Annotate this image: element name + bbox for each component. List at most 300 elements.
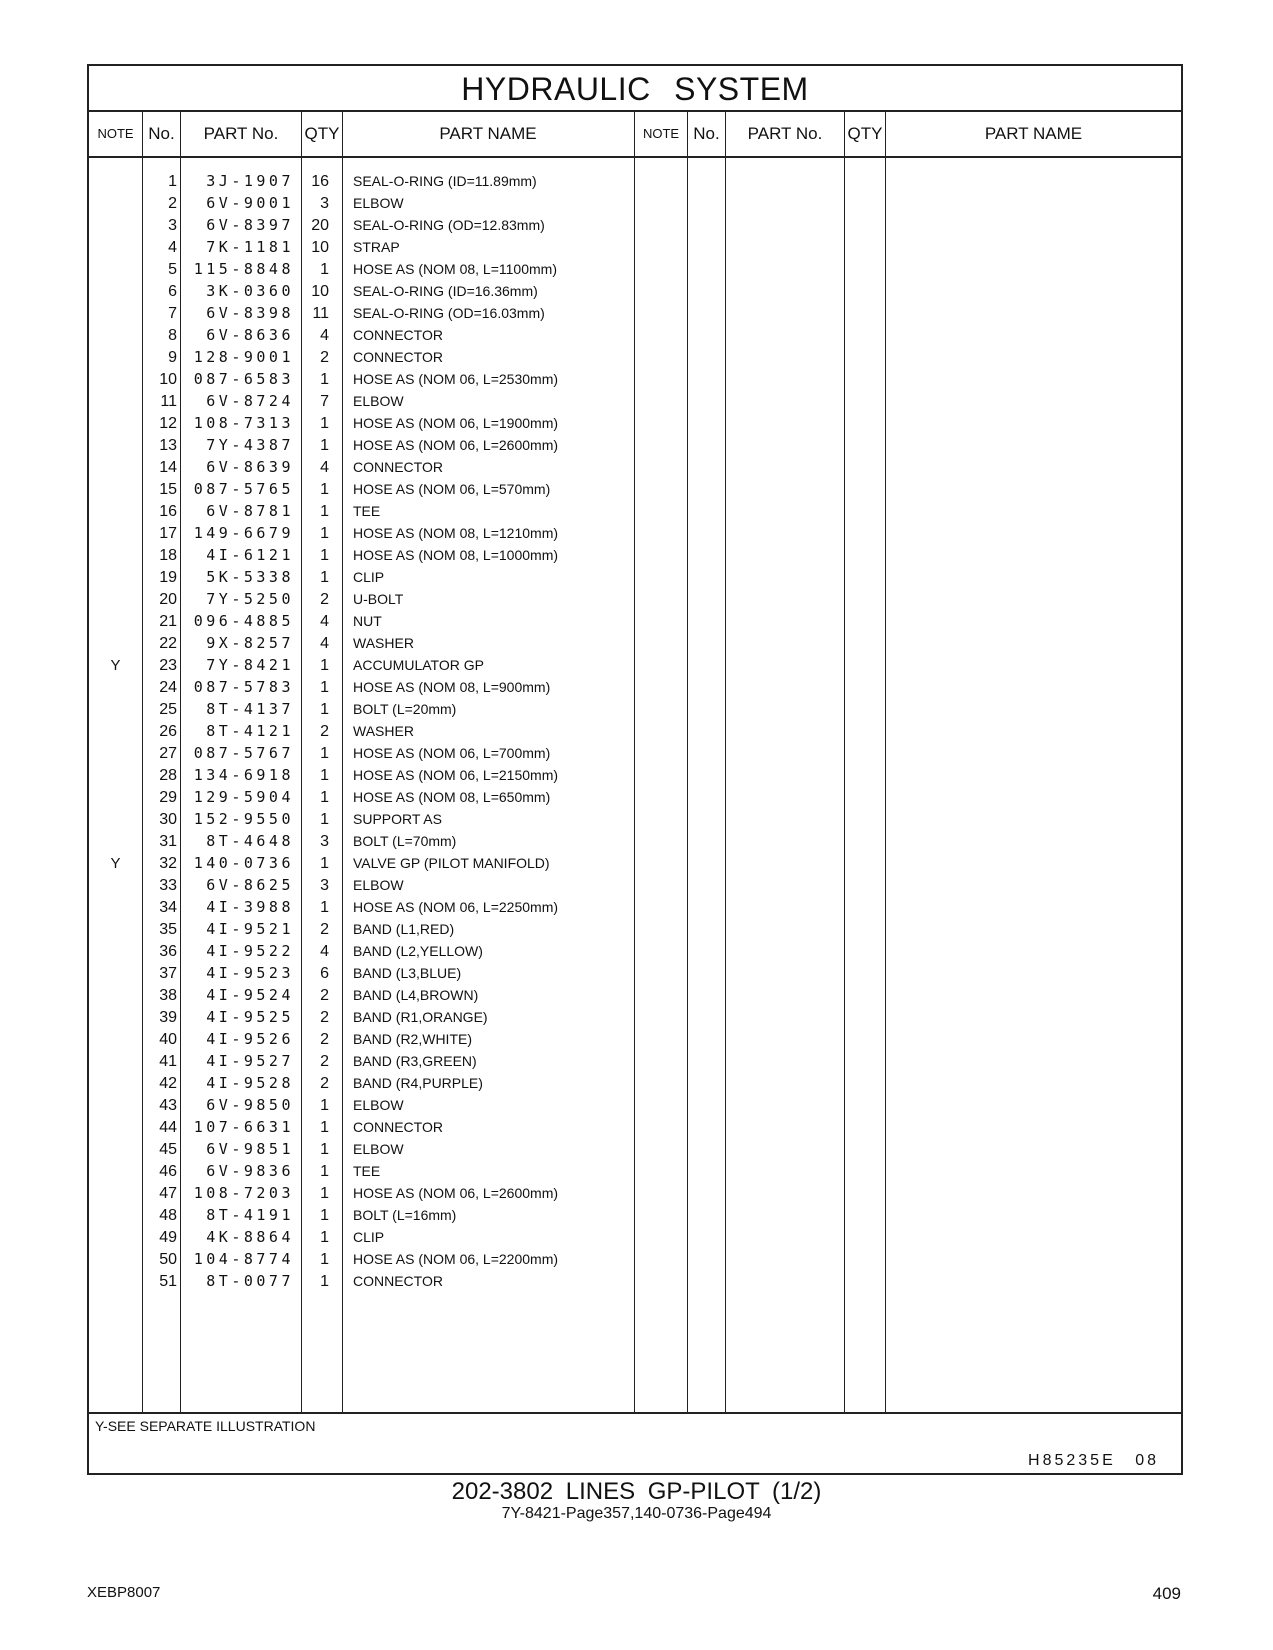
- header-part-no-left: PART No.: [203, 124, 279, 143]
- note-cell: [89, 1270, 142, 1293]
- table-row: [89, 280, 1181, 303]
- item-number-cell: 19: [159, 569, 177, 586]
- item-number-cell: 26: [159, 723, 177, 740]
- part-number-cell: 6V-9836: [206, 1162, 294, 1180]
- quantity-cell: 1: [320, 899, 329, 916]
- item-number-cell: 3: [168, 217, 177, 234]
- part-name-cell: BAND (R2,WHITE): [353, 1031, 472, 1047]
- quantity-cell: 1: [320, 855, 329, 872]
- part-name-cell: NUT: [353, 613, 382, 629]
- note-cell: [89, 258, 142, 281]
- part-name-cell: ELBOW: [353, 393, 404, 409]
- quantity-cell: 1: [320, 569, 329, 586]
- item-number-cell: 48: [159, 1207, 177, 1224]
- table-row: [89, 742, 1181, 765]
- item-number-cell: 31: [159, 833, 177, 850]
- part-name-cell: CLIP: [353, 569, 385, 585]
- part-name-cell: SEAL-O-RING (OD=12.83mm): [353, 217, 545, 233]
- part-name-cell: BAND (R1,ORANGE): [353, 1009, 488, 1025]
- note-cell: [89, 544, 142, 567]
- item-number-cell: 6: [168, 283, 177, 300]
- item-number-cell: 34: [159, 899, 177, 916]
- part-name-cell: HOSE AS (NOM 06, L=1900mm): [353, 415, 559, 431]
- section-title: HYDRAULIC SYSTEM: [89, 66, 1181, 112]
- item-number-cell: 1: [168, 173, 177, 190]
- quantity-cell: 4: [320, 635, 329, 652]
- quantity-cell: 1: [320, 657, 329, 674]
- note-cell: [89, 940, 142, 963]
- item-number-cell: 14: [159, 459, 177, 476]
- table-row: [89, 720, 1181, 743]
- header-note-left: NOTE: [97, 126, 134, 141]
- table-row: [89, 830, 1181, 853]
- part-name-cell: TEE: [353, 503, 381, 519]
- item-number-cell: 11: [160, 393, 177, 410]
- quantity-cell: 2: [320, 591, 329, 608]
- quantity-cell: 4: [320, 327, 329, 344]
- note-cell: [89, 1160, 142, 1183]
- part-number-cell: 107-6631: [193, 1118, 294, 1136]
- table-row: [89, 390, 1181, 413]
- item-number-cell: 23: [159, 657, 177, 674]
- note-cell: [89, 456, 142, 479]
- table-row: [89, 544, 1181, 567]
- page-number: 409: [1152, 1584, 1181, 1603]
- part-number-cell: 4I-9526: [206, 1030, 294, 1048]
- note-cell: [89, 324, 142, 347]
- note-cell: [89, 1248, 142, 1271]
- note-cell: [89, 874, 142, 897]
- part-name-cell: U-BOLT: [353, 591, 404, 607]
- part-number-cell: 128-9001: [193, 348, 294, 366]
- quantity-cell: 2: [320, 723, 329, 740]
- part-name-cell: CONNECTOR: [353, 327, 443, 343]
- note-cell: [89, 1226, 142, 1249]
- part-number-cell: 108-7313: [193, 414, 294, 432]
- part-number-cell: 6V-9851: [206, 1140, 294, 1158]
- note-cell: [89, 368, 142, 391]
- quantity-cell: 4: [320, 943, 329, 960]
- item-number-cell: 15: [159, 481, 177, 498]
- item-number-cell: 20: [159, 591, 177, 608]
- item-number-cell: 33: [159, 877, 177, 894]
- note-cell: [89, 1028, 142, 1051]
- quantity-cell: 1: [320, 767, 329, 784]
- item-number-cell: 17: [159, 525, 177, 542]
- note-cell: [89, 346, 142, 369]
- part-number-cell: 087-5767: [193, 744, 294, 762]
- quantity-cell: 1: [320, 1207, 329, 1224]
- quantity-cell: 1: [320, 1273, 329, 1290]
- item-number-cell: 41: [159, 1053, 177, 1070]
- part-name-cell: SEAL-O-RING (OD=16.03mm): [353, 305, 545, 321]
- table-row: [89, 1138, 1181, 1161]
- part-number-cell: 4K-8864: [206, 1228, 294, 1246]
- part-number-cell: 8T-4191: [206, 1206, 294, 1224]
- table-row: [89, 962, 1181, 985]
- part-number-cell: 4I-9522: [206, 942, 294, 960]
- part-number-cell: 6V-9001: [206, 194, 294, 212]
- part-name-cell: HOSE AS (NOM 06, L=2150mm): [353, 767, 559, 783]
- quantity-cell: 4: [320, 459, 329, 476]
- part-name-cell: HOSE AS (NOM 08, L=1100mm): [353, 261, 557, 277]
- part-number-cell: 6V-8781: [206, 502, 294, 520]
- part-number-cell: 6V-8636: [206, 326, 294, 344]
- part-name-cell: CONNECTOR: [353, 1273, 443, 1289]
- table-header: [89, 112, 1181, 158]
- part-number-cell: 6V-8625: [206, 876, 294, 894]
- quantity-cell: 1: [320, 789, 329, 806]
- note-cell: [89, 984, 142, 1007]
- quantity-cell: 1: [320, 415, 329, 432]
- legend-divider: [89, 1412, 1181, 1414]
- quantity-cell: 2: [320, 1053, 329, 1070]
- part-number-cell: 3J-1907: [206, 172, 294, 190]
- item-number-cell: 22: [159, 635, 177, 652]
- note-cell: [89, 742, 142, 765]
- quantity-cell: 1: [320, 371, 329, 388]
- part-number-cell: 3K-0360: [206, 282, 294, 300]
- note-cell: [89, 764, 142, 787]
- quantity-cell: 1: [320, 503, 329, 520]
- header-part-name-right: PART NAME: [984, 124, 1083, 143]
- part-name-cell: HOSE AS (NOM 08, L=900mm): [353, 679, 551, 695]
- item-number-cell: 21: [159, 613, 177, 630]
- item-number-cell: 18: [159, 547, 177, 564]
- part-name-cell: ELBOW: [353, 195, 404, 211]
- part-number-cell: 6V-8398: [206, 304, 294, 322]
- item-number-cell: 36: [159, 943, 177, 960]
- parts-list: [89, 158, 1181, 1469]
- table-row: [89, 698, 1181, 721]
- quantity-cell: 1: [320, 1119, 329, 1136]
- header-qty-left: QTY: [304, 124, 340, 143]
- table-row: [89, 1072, 1181, 1095]
- item-number-cell: 37: [159, 965, 177, 982]
- quantity-cell: 1: [320, 547, 329, 564]
- table-row: [89, 654, 1181, 677]
- item-number-cell: 12: [159, 415, 177, 432]
- item-number-cell: 46: [159, 1163, 177, 1180]
- part-number-cell: 8T-4121: [206, 722, 294, 740]
- note-legend: Y-SEE SEPARATE ILLUSTRATION: [95, 1418, 316, 1434]
- table-row: [89, 808, 1181, 831]
- part-number-cell: 6V-8397: [206, 216, 294, 234]
- part-name-cell: SEAL-O-RING (ID=11.89mm): [353, 173, 537, 189]
- note-cell: [89, 1050, 142, 1073]
- part-name-cell: ACCUMULATOR GP: [353, 657, 484, 673]
- note-cell: [89, 610, 142, 633]
- quantity-cell: 1: [320, 261, 329, 278]
- note-cell: [89, 720, 142, 743]
- part-name-cell: HOSE AS (NOM 08, L=650mm): [353, 789, 551, 805]
- quantity-cell: 1: [320, 1229, 329, 1246]
- note-cell: [89, 1116, 142, 1139]
- table-row: [89, 984, 1181, 1007]
- table-row: [89, 1094, 1181, 1117]
- table-row: [89, 874, 1181, 897]
- note-cell: [89, 500, 142, 523]
- table-row: [89, 1248, 1181, 1271]
- part-name-cell: TEE: [353, 1163, 381, 1179]
- note-cell: [89, 698, 142, 721]
- table-row: [89, 324, 1181, 347]
- table-row: [89, 588, 1181, 611]
- item-number-cell: 38: [159, 987, 177, 1004]
- quantity-cell: 3: [320, 195, 329, 212]
- note-cell: [89, 412, 142, 435]
- item-number-cell: 44: [159, 1119, 177, 1136]
- part-number-cell: 8T-4137: [206, 700, 294, 718]
- part-number-cell: 087-6583: [193, 370, 294, 388]
- note-cell: [89, 1182, 142, 1205]
- note-cell: [89, 478, 142, 501]
- item-number-cell: 29: [159, 789, 177, 806]
- note-cell: [89, 1006, 142, 1029]
- note-cell: [89, 434, 142, 457]
- note-cell: Y: [110, 855, 121, 872]
- part-name-cell: CONNECTOR: [353, 1119, 443, 1135]
- part-number-cell: 140-0736: [193, 854, 294, 872]
- part-number-cell: 7Y-4387: [206, 436, 294, 454]
- part-name-cell: WASHER: [353, 635, 414, 651]
- note-cell: [89, 808, 142, 831]
- table-row: [89, 368, 1181, 391]
- table-row: [89, 1204, 1181, 1227]
- part-name-cell: CLIP: [353, 1229, 385, 1245]
- part-number-cell: 087-5765: [193, 480, 294, 498]
- part-name-cell: HOSE AS (NOM 06, L=570mm): [353, 481, 551, 497]
- part-number-cell: 115-8848: [193, 260, 294, 278]
- item-number-cell: 8: [168, 327, 177, 344]
- part-name-cell: BOLT (L=70mm): [353, 833, 457, 849]
- part-number-cell: 4I-9523: [206, 964, 294, 982]
- part-name-cell: HOSE AS (NOM 06, L=2250mm): [353, 899, 559, 915]
- quantity-cell: 2: [320, 921, 329, 938]
- header-qty-right: QTY: [847, 124, 883, 143]
- part-name-cell: CONNECTOR: [353, 349, 443, 365]
- quantity-cell: 1: [320, 1251, 329, 1268]
- table-row: [89, 170, 1181, 193]
- part-name-cell: HOSE AS (NOM 06, L=2530mm): [353, 371, 559, 387]
- part-name-cell: WASHER: [353, 723, 414, 739]
- note-cell: [89, 522, 142, 545]
- part-name-cell: BAND (L1,RED): [353, 921, 455, 937]
- quantity-cell: 2: [320, 1009, 329, 1026]
- table-row: [89, 918, 1181, 941]
- part-number-cell: 4I-9527: [206, 1052, 294, 1070]
- part-number-cell: 9X-8257: [206, 634, 294, 652]
- quantity-cell: 1: [320, 1185, 329, 1202]
- note-cell: [89, 170, 142, 193]
- table-row: [89, 258, 1181, 281]
- quantity-cell: 1: [320, 811, 329, 828]
- part-number-cell: 8T-4648: [206, 832, 294, 850]
- part-number-cell: 108-7203: [193, 1184, 294, 1202]
- quantity-cell: 1: [320, 481, 329, 498]
- item-number-cell: 39: [159, 1009, 177, 1026]
- part-name-cell: ELBOW: [353, 877, 404, 893]
- item-number-cell: 49: [159, 1229, 177, 1246]
- part-number-cell: 6V-8639: [206, 458, 294, 476]
- note-cell: [89, 236, 142, 259]
- quantity-cell: 1: [320, 437, 329, 454]
- quantity-cell: 1: [320, 679, 329, 696]
- item-number-cell: 32: [159, 855, 177, 872]
- quantity-cell: 3: [320, 833, 329, 850]
- part-name-cell: BAND (L4,BROWN): [353, 987, 479, 1003]
- quantity-cell: 2: [320, 987, 329, 1004]
- item-number-cell: 4: [168, 239, 177, 256]
- table-row: [89, 236, 1181, 259]
- table-row: [89, 1006, 1181, 1029]
- part-name-cell: HOSE AS (NOM 06, L=700mm): [353, 745, 551, 761]
- table-row: [89, 1116, 1181, 1139]
- part-name-cell: BAND (R3,GREEN): [353, 1053, 477, 1069]
- part-name-cell: HOSE AS (NOM 08, L=1000mm): [353, 547, 559, 563]
- table-row: [89, 852, 1181, 875]
- item-number-cell: 42: [159, 1075, 177, 1092]
- item-number-cell: 43: [159, 1097, 177, 1114]
- quantity-cell: 10: [311, 239, 329, 256]
- quantity-cell: 1: [320, 1163, 329, 1180]
- part-number-cell: 7Y-5250: [206, 590, 294, 608]
- table-row: [89, 1028, 1181, 1051]
- table-row: [89, 302, 1181, 325]
- part-number-cell: 4I-9528: [206, 1074, 294, 1092]
- part-number-cell: 4I-9524: [206, 986, 294, 1004]
- table-row: [89, 940, 1181, 963]
- note-cell: [89, 280, 142, 303]
- item-number-cell: 28: [159, 767, 177, 784]
- header-part-name-left: PART NAME: [439, 124, 537, 143]
- quantity-cell: 4: [320, 613, 329, 630]
- table-row: [89, 346, 1181, 369]
- item-number-cell: 24: [159, 679, 177, 696]
- table-row: [89, 676, 1181, 699]
- note-cell: [89, 896, 142, 919]
- item-number-cell: 45: [159, 1141, 177, 1158]
- part-name-cell: HOSE AS (NOM 06, L=2600mm): [353, 1185, 559, 1201]
- quantity-cell: 16: [311, 173, 329, 190]
- part-number-cell: 8T-0077: [206, 1272, 294, 1290]
- item-number-cell: 7: [168, 305, 177, 322]
- part-number-cell: 7Y-8421: [206, 656, 294, 674]
- quantity-cell: 2: [320, 1031, 329, 1048]
- item-number-cell: 51: [159, 1273, 177, 1290]
- publication-number: XEBP8007: [87, 1584, 161, 1601]
- part-name-cell: BAND (R4,PURPLE): [353, 1075, 483, 1091]
- part-number-cell: 4I-6121: [206, 546, 294, 564]
- part-name-cell: HOSE AS (NOM 08, L=1210mm): [353, 525, 559, 541]
- note-cell: [89, 1072, 142, 1095]
- quantity-cell: 2: [320, 349, 329, 366]
- note-cell: [89, 390, 142, 413]
- item-number-cell: 30: [159, 811, 177, 828]
- quantity-cell: 1: [320, 1141, 329, 1158]
- item-number-cell: 40: [159, 1031, 177, 1048]
- group-title: 202-3802 LINES GP-PILOT (1/2): [451, 1478, 822, 1505]
- table-row: [89, 1050, 1181, 1073]
- note-cell: [89, 962, 142, 985]
- part-name-cell: ELBOW: [353, 1097, 404, 1113]
- table-row: [89, 434, 1181, 457]
- quantity-cell: 11: [312, 305, 329, 322]
- part-number-cell: 149-6679: [193, 524, 294, 542]
- table-row: [89, 1270, 1181, 1293]
- quantity-cell: 2: [320, 1075, 329, 1092]
- note-cell: [89, 676, 142, 699]
- quantity-cell: 1: [320, 1097, 329, 1114]
- parts-table-frame: [87, 64, 1183, 1475]
- table-row: [89, 610, 1181, 633]
- quantity-cell: 7: [320, 393, 329, 410]
- document-reference: H85235E 08: [1028, 1452, 1159, 1469]
- table-row: [89, 522, 1181, 545]
- table-row: [89, 412, 1181, 435]
- quantity-cell: 1: [320, 525, 329, 542]
- item-number-cell: 35: [159, 921, 177, 938]
- part-name-cell: HOSE AS (NOM 06, L=2600mm): [353, 437, 559, 453]
- part-name-cell: SUPPORT AS: [353, 811, 442, 827]
- note-cell: [89, 632, 142, 655]
- table-row: [89, 896, 1181, 919]
- note-cell: [89, 1204, 142, 1227]
- part-number-cell: 152-9550: [193, 810, 294, 828]
- item-number-cell: 25: [159, 701, 177, 718]
- part-name-cell: CONNECTOR: [353, 459, 443, 475]
- part-number-cell: 4I-9521: [206, 920, 294, 938]
- table-row: [89, 214, 1181, 237]
- note-cell: [89, 214, 142, 237]
- note-cell: [89, 786, 142, 809]
- group-subtitle: 7Y-8421-Page357,140-0736-Page494: [501, 1505, 772, 1522]
- note-cell: [89, 302, 142, 325]
- part-number-cell: 5K-5338: [206, 568, 294, 586]
- part-name-cell: HOSE AS (NOM 06, L=2200mm): [353, 1251, 559, 1267]
- quantity-cell: 6: [320, 965, 329, 982]
- part-name-cell: BOLT (L=16mm): [353, 1207, 457, 1223]
- part-name-cell: ELBOW: [353, 1141, 404, 1157]
- table-row: [89, 478, 1181, 501]
- note-cell: [89, 192, 142, 215]
- part-name-cell: VALVE GP (PILOT MANIFOLD): [353, 855, 550, 871]
- table-row: [89, 456, 1181, 479]
- part-number-cell: 6V-9850: [206, 1096, 294, 1114]
- part-name-cell: BAND (L3,BLUE): [353, 965, 462, 981]
- part-name-cell: BOLT (L=20mm): [353, 701, 457, 717]
- table-row: [89, 786, 1181, 809]
- part-number-cell: 4I-9525: [206, 1008, 294, 1026]
- table-row: [89, 1226, 1181, 1249]
- note-cell: [89, 1094, 142, 1117]
- quantity-cell: 20: [311, 217, 329, 234]
- item-number-cell: 27: [159, 745, 177, 762]
- table-row: [89, 1160, 1181, 1183]
- header-part-no-right: PART No.: [747, 124, 823, 143]
- note-cell: [89, 588, 142, 611]
- header-no-left: No.: [148, 124, 175, 143]
- part-number-cell: 104-8774: [193, 1250, 294, 1268]
- part-number-cell: 087-5783: [193, 678, 294, 696]
- note-cell: [89, 1138, 142, 1161]
- header-note-right: NOTE: [642, 126, 680, 141]
- part-number-cell: 129-5904: [193, 788, 294, 806]
- header-no-right: No.: [693, 124, 720, 143]
- item-number-cell: 5: [168, 261, 177, 278]
- quantity-cell: 10: [311, 283, 329, 300]
- part-number-cell: 6V-8724: [206, 392, 294, 410]
